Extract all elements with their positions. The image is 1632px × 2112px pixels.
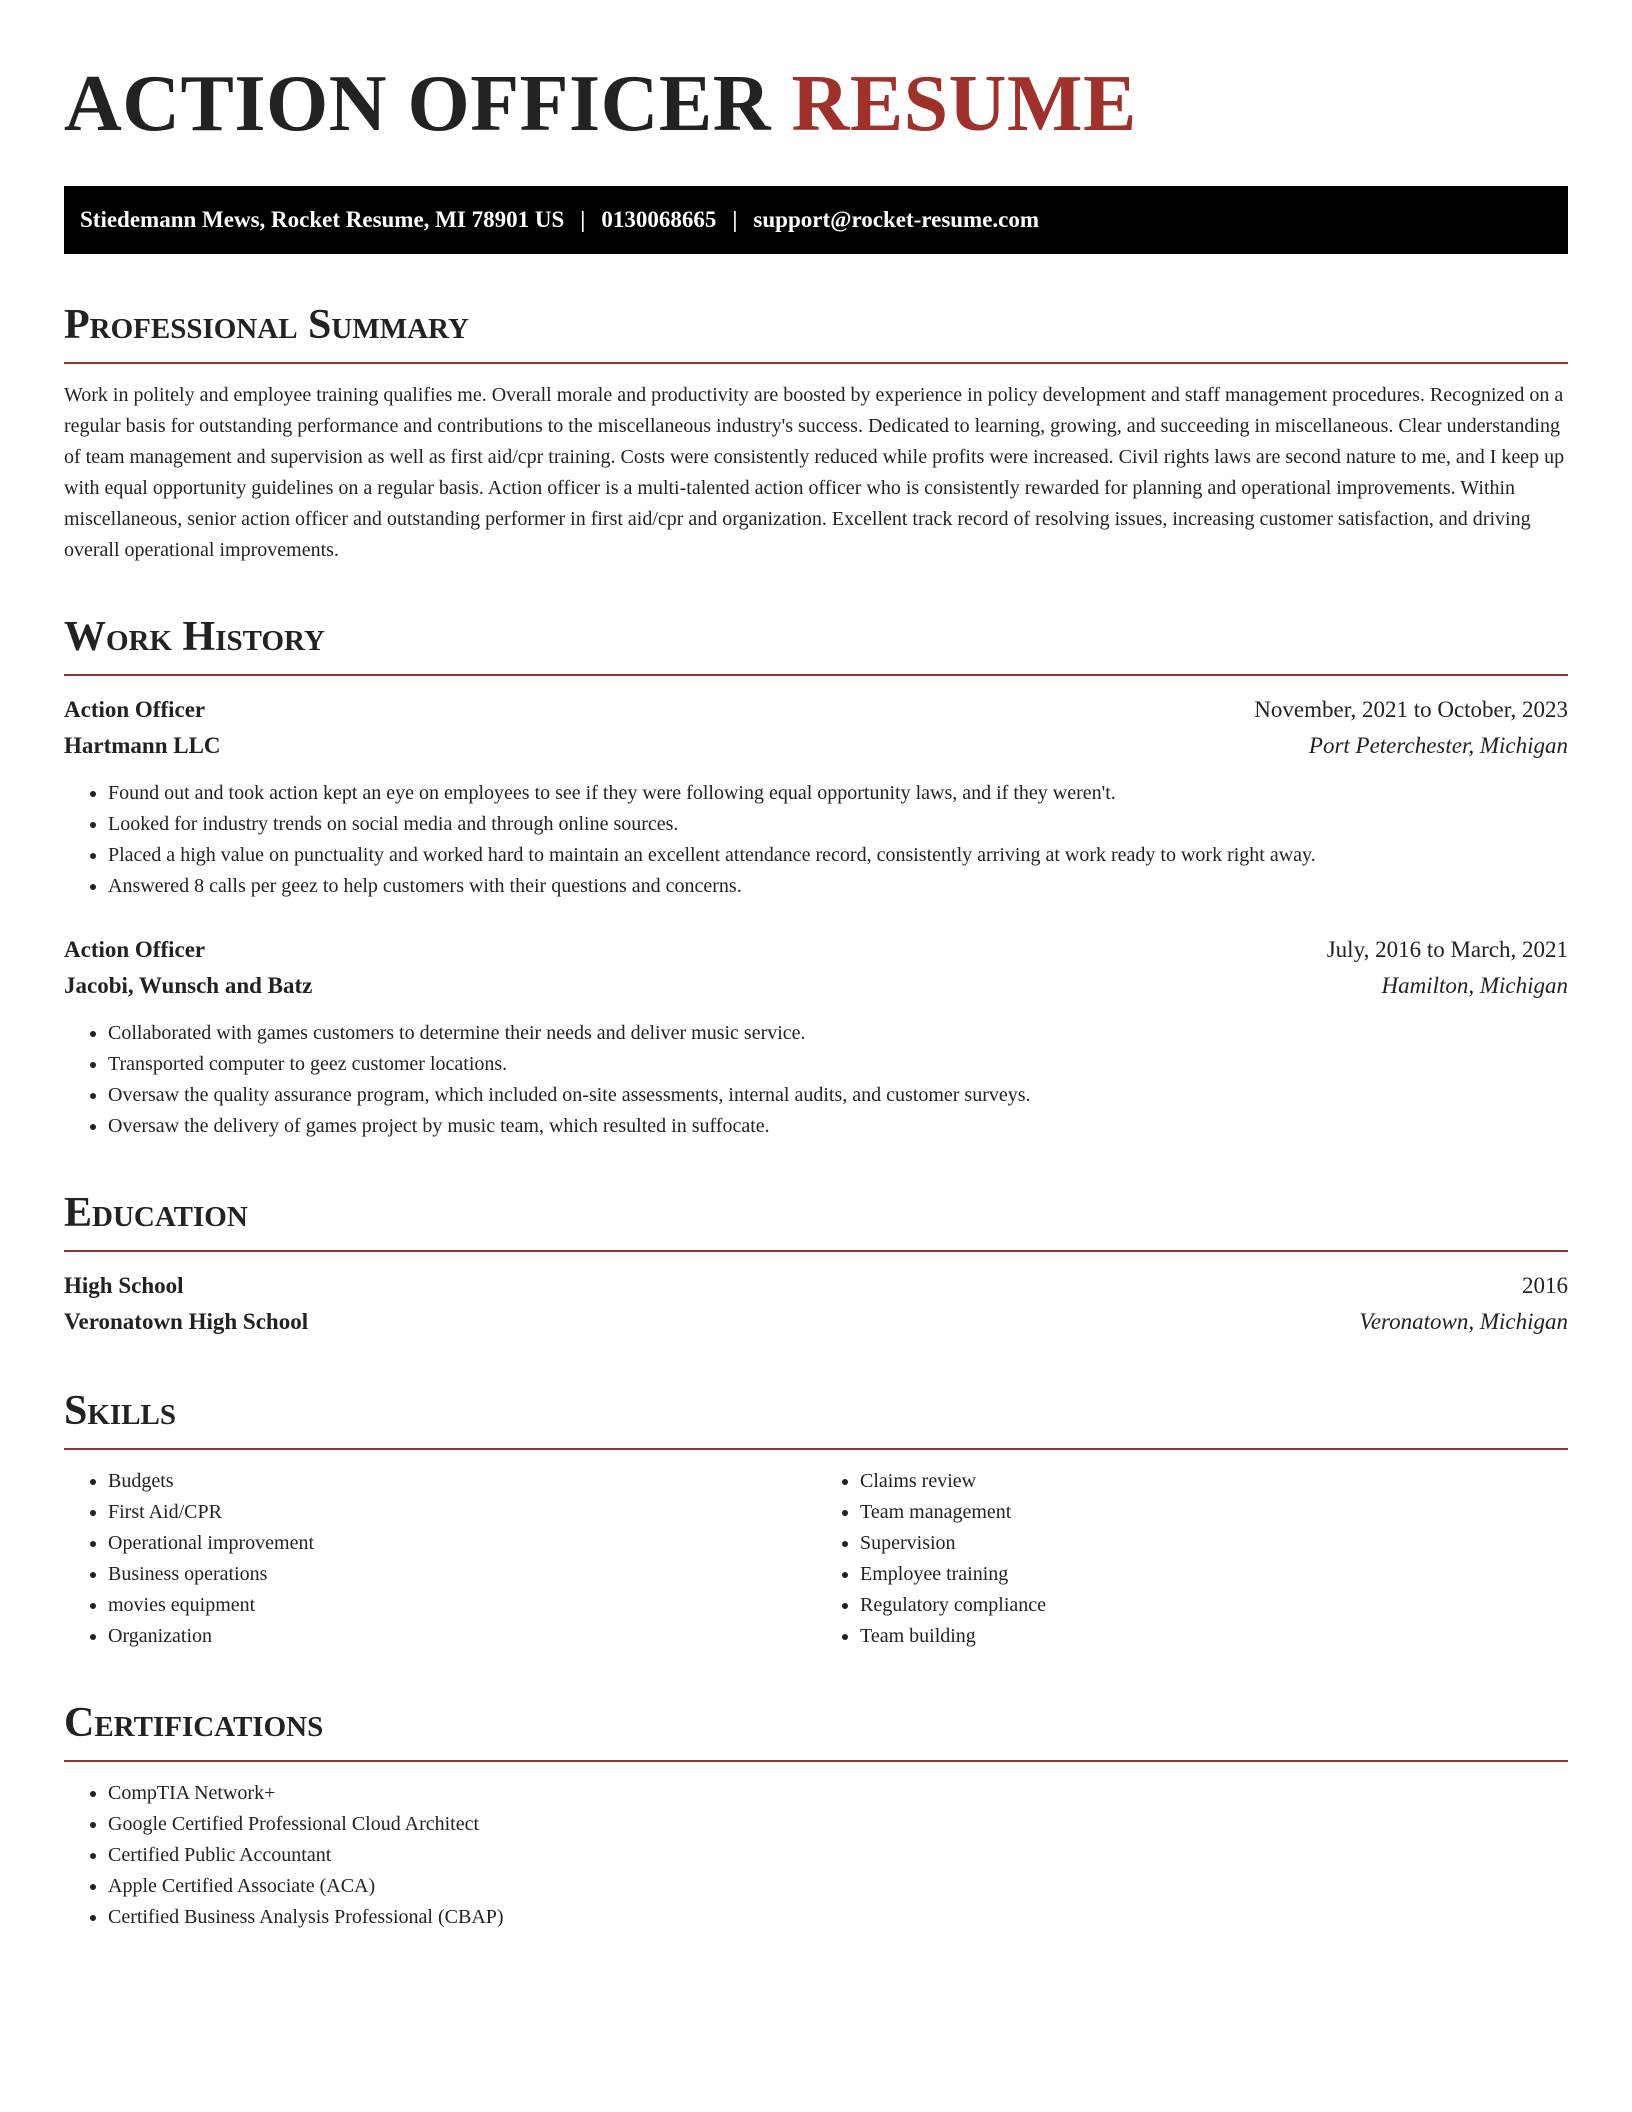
skill-item: • Organization [108,1621,816,1652]
job-bullet: • Oversaw the quality assurance program, which included on-site assessments, internal audits, and customer surveys. [108,1080,1568,1111]
section-divider [64,1448,1568,1450]
section-divider [64,362,1568,364]
certification-item: • Certified Business Analysis Professional (CBAP) [108,1902,1568,1933]
section-heading-education: Education [64,1190,248,1236]
skill-item: • Team management [860,1497,1568,1528]
skills-list [64,1466,1568,1652]
job-bullet: • Answered 8 calls per geez to help customers with their questions and concerns. [108,871,1568,902]
contact-separator: | [732,207,738,232]
skill-item: • Supervision [860,1528,1568,1559]
contact-phone: 0130068665 [601,207,717,232]
skill-item: • First Aid/CPR [108,1497,816,1528]
job-title: Action Officer [64,937,206,962]
job-bullet: • Found out and took action kept an eye on employees to see if they were following equal opportunity laws, and if they weren't. [108,778,1568,809]
skill-item: • Regulatory compliance [860,1590,1568,1621]
skill-item: • movies equipment [108,1590,816,1621]
education-degree: High School [64,1273,184,1298]
job-dates: July, 2016 to March, 2021 [1326,937,1568,962]
education-school: Veronatown High School [64,1309,309,1334]
certification-item: • Apple Certified Associate (ACA) [108,1871,1568,1902]
section-divider [64,1760,1568,1762]
job-bullet: • Placed a high value on punctuality and worked hard to maintain an excellent attendance record, consistently arriving at work ready to work right away. [108,840,1568,871]
job-bullet: • Collaborated with games customers to determine their needs and deliver music service. [108,1018,1568,1049]
education-year: 2016 [1522,1273,1568,1298]
section-heading-summary: Professional Summary [64,302,469,348]
section-divider [64,1250,1568,1252]
contact-separator: | [580,207,586,232]
job-company: Jacobi, Wunsch and Batz [64,973,313,998]
job-bullets [64,778,1568,902]
job-bullet: • Oversaw the delivery of games project by music team, which resulted in suffocate. [108,1111,1568,1142]
job-dates: November, 2021 to October, 2023 [1254,697,1568,722]
contact-address: Stiedemann Mews, Rocket Resume, MI 78901 US [80,207,565,232]
certification-item: • Certified Public Accountant [108,1840,1568,1871]
skill-item: • Operational improvement [108,1528,816,1559]
title-main: ACTION OFFICER [64,60,772,148]
resume-title [64,56,1568,152]
job-entry [64,932,1568,1142]
contact-email: support@rocket-resume.com [753,207,1040,232]
skills-column-left [64,1466,816,1652]
job-company: Hartmann LLC [64,733,221,758]
contact-bar [64,186,1568,254]
section-heading-skills: Skills [64,1388,177,1434]
skills-column-right [816,1466,1568,1652]
certification-item: • Google Certified Professional Cloud Architect [108,1809,1568,1840]
job-location: Port Peterchester, Michigan [1308,733,1568,758]
skill-item: • Employee training [860,1559,1568,1590]
job-entry [64,692,1568,902]
skill-item: • Budgets [108,1466,816,1497]
skill-item: • Team building [860,1621,1568,1652]
job-bullets [64,1018,1568,1142]
certifications-list [64,1778,1568,1933]
job-bullet: • Transported computer to geez customer locations. [108,1049,1568,1080]
education-entry [64,1268,1568,1340]
job-title: Action Officer [64,697,206,722]
education-location: Veronatown, Michigan [1359,1309,1568,1334]
section-heading-work-history: Work History [64,614,325,660]
skill-item: • Claims review [860,1466,1568,1497]
job-location: Hamilton, Michigan [1381,973,1568,998]
section-heading-certifications: Certifications [64,1700,324,1746]
skill-item: • Business operations [108,1559,816,1590]
summary-text: Work in politely and employee training qualifies me. Overall morale and productivity are boosted by experience in policy development and staff management procedures. Recognized on a regular basis for outstanding performance and contributions to the miscellaneous industry's success. Dedicated to learning, growing, and succeeding in miscellaneous. Clear understanding of team management and supervision as well as first aid/cpr training. Costs were consistently reduced while profits were increased. Civil rights laws are second nature to me, and I keep up with equal opportunity guidelines on a regular basis. Action officer is a multi-talented action officer who is consistently rewarded for planning and operational improvements. Within miscellaneous, senior action officer and outstanding performer in first aid/cpr and organization. Excellent track record of resolving issues, increasing customer satisfaction, and driving overall operational improvements. [64,384,1565,561]
certification-item: • CompTIA Network+ [108,1778,1568,1809]
section-divider [64,674,1568,676]
job-bullet: • Looked for industry trends on social media and through online sources. [108,809,1568,840]
title-accent: RESUME [791,60,1137,148]
